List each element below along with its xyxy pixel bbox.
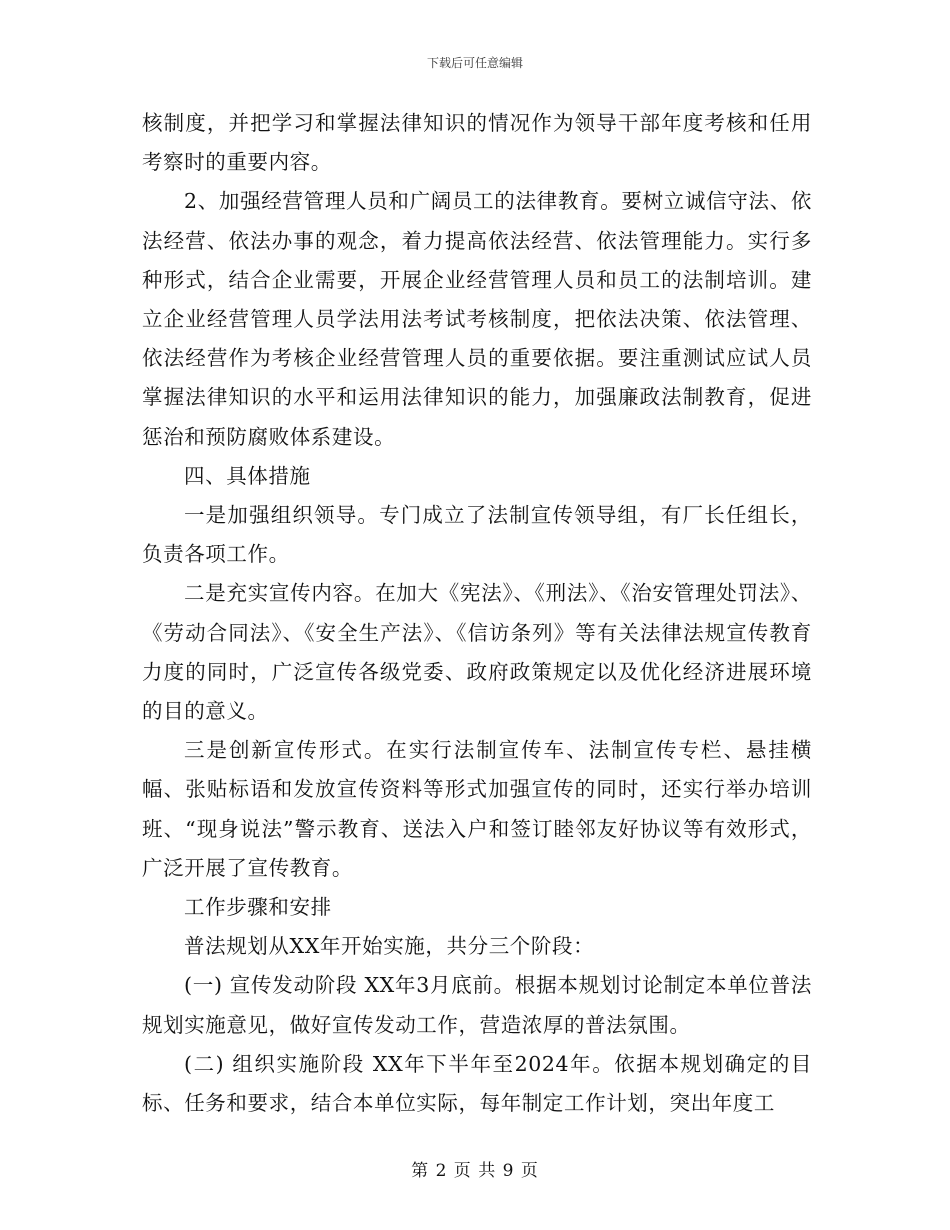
paragraph: 2、加强经营管理人员和广阔员工的法律教育。要树立诚信守法、依法经营、依法办事的观念，着力提高依法经营、依法管理能力。实行多种形式，结合企业需要，开展企业经营管理人员和员工的法制培训。建立企业经营管理人员学法用法考试考核制度，把依法决策、依法管理、依法经营作为考核企业经营管理人员的重要依据。要注重测试应试人员掌握法律知识的水平和运用法律知识的能力，加强廉政法制教育，促进惩治和预防腐败体系建设。 [142,189,812,449]
page-header: 下载后可任意编辑 [426,56,523,70]
paragraph: 三是创新宣传形式。在实行法制宣传车、法制宣传专栏、悬挂横幅、张贴标语和发放宣传资料等形式加强宣传的同时，还实行举办培训班、“现身说法”警示教育、送法入户和签订睦邻友好协议等有效形式，广泛开展了宣传教育。 [142,738,812,880]
document-body [142,104,812,1123]
paragraph: 普法规划从XX年开始实施，共分三个阶段： [184,934,595,959]
paragraph: (一) 宣传发动阶段 XX年3月底前。根据本规划讨论制定本单位普法规划实施意见，做好宣传发动工作，营造浓厚的普法氛围。 [142,973,812,1037]
section-heading: 工作步骤和安排 [184,895,332,920]
paragraph: 一是加强组织领导。专门成立了法制宣传领导组，有厂长任组长，负责各项工作。 [142,503,812,567]
page-number-footer: 第 2 页 共 9 页 [411,1161,539,1181]
paragraph: 核制度，并把学习和掌握法律知识的情况作为领导干部年度考核和任用考察时的重要内容。 [142,111,812,175]
section-heading: 四、具体措施 [184,463,311,488]
paragraph: 二是充实宣传内容。在加大《宪法》、《刑法》、《治安管理处罚法》、《劳动合同法》、《安全生产法》、《信访条列》等有关法律法规宣传教育力度的同时，广泛宣传各级党委、政府政策规定以及优化经济进展环境的目的意义。 [142,581,812,724]
paragraph: (二) 组织实施阶段 XX年下半年至2024年。依据本规划确定的目标、任务和要求，结合本单位实际，每年制定工作计划，突出年度工 [142,1051,812,1116]
